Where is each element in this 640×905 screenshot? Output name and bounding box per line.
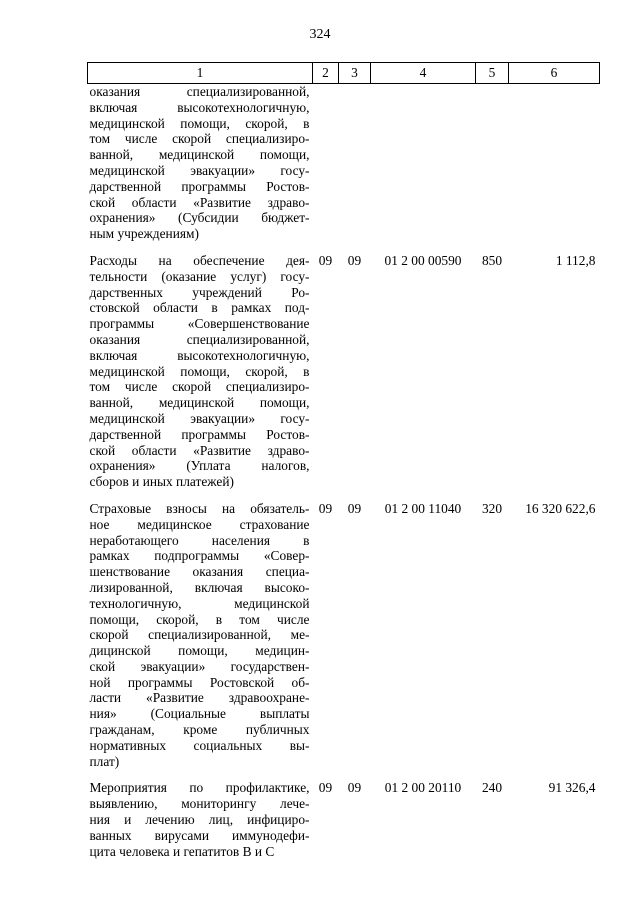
cell-subsection: 09: [347, 500, 362, 516]
description-line: Расходы на обеспечение дея-: [89, 252, 310, 268]
table-row: [88, 501, 600, 781]
description-line: технологичную, медицинской: [89, 595, 310, 611]
table-row: [88, 253, 600, 501]
description-line: плат): [89, 753, 120, 769]
cell-target-article: [371, 84, 476, 253]
description-line: включая высокотехнологичную,: [89, 347, 310, 363]
description-line: ской области «Развитие здраво-: [89, 442, 310, 458]
description-line: дицинской помощи, медицин-: [89, 643, 310, 659]
description-line: Страховые взносы на обязатель-: [89, 500, 310, 516]
column-header-6: 6: [509, 63, 600, 84]
table-header-row: [88, 63, 600, 84]
row-description: [88, 253, 313, 501]
cell-section: 09: [318, 780, 333, 796]
description-line: рамках подпрограммы «Совер-: [89, 548, 310, 564]
row-description: [88, 84, 313, 253]
column-header-2: 2: [313, 63, 339, 84]
description-line: охранения» (Уплата налогов,: [89, 458, 310, 474]
description-line: ванных вирусами иммунодефи-: [89, 827, 310, 843]
column-header-5: 5: [476, 63, 509, 84]
column-header-3: 3: [339, 63, 371, 84]
cell-expense-type: 850: [481, 252, 503, 268]
description-line: тельности (оказание услуг) госу-: [89, 268, 310, 284]
cell-target-article: 01 2 00 11040: [384, 500, 462, 516]
description-line: шенствование оказания специа-: [89, 564, 310, 580]
description-line: оказания специализированной,: [89, 331, 310, 347]
table-row: [88, 780, 600, 870]
description-line: ным учреждениям): [89, 226, 199, 242]
cell-target-article: 01 2 00 20110: [384, 780, 462, 796]
budget-table: [87, 62, 600, 870]
row-description: [88, 501, 313, 781]
description-line: дарственной программы Ростов-: [89, 178, 310, 194]
description-line: выявлению, мониторингу лече-: [89, 796, 310, 812]
description-line: том числе скорой специализиро-: [89, 131, 310, 147]
description-line: медицинской эвакуации» госу-: [89, 410, 310, 426]
column-header-4: 4: [371, 63, 476, 84]
row-description: [88, 780, 313, 870]
description-line: Мероприятия по профилактике,: [89, 780, 310, 796]
cell-expense-type: 240: [481, 780, 503, 796]
description-line: ласти «Развитие здравоохране-: [89, 690, 310, 706]
description-line: дарственной программы Ростов-: [89, 426, 310, 442]
description-line: помощи, скорой, в том числе: [89, 611, 310, 627]
description-line: медицинской помощи, скорой, в: [89, 115, 310, 131]
description-line: ния» (Социальные выплаты: [89, 706, 310, 722]
description-line: ванной, медицинской помощи,: [89, 147, 310, 163]
description-line: ния и лечению лиц, инфициро-: [89, 812, 310, 828]
cell-section: [313, 84, 339, 253]
description-line: программы «Совершенствование: [89, 316, 310, 332]
description-line: цита человека и гепатитов В и С: [89, 843, 275, 859]
description-line: стовской области в рамках под-: [89, 300, 310, 316]
cell-expense-type: [476, 84, 509, 253]
cell-amount: 91 326,4: [548, 780, 596, 796]
column-header-1: 1: [88, 63, 313, 84]
description-line: нормативных социальных вы-: [89, 737, 310, 753]
cell-target-article: 01 2 00 00590: [384, 252, 462, 268]
description-line: ное медицинское страхование: [89, 516, 310, 532]
cell-amount: [509, 84, 600, 253]
description-line: дарственных учреждений Ро-: [89, 284, 310, 300]
description-line: ной программы Ростовской об-: [89, 674, 310, 690]
cell-amount: 1 112,8: [555, 252, 596, 268]
description-line: гражданам, кроме публичных: [89, 722, 310, 738]
description-line: оказания специализированной,: [89, 84, 310, 99]
description-line: медицинской эвакуации» госу-: [89, 162, 310, 178]
table-row: [88, 84, 600, 253]
description-line: ской области «Развитие здраво-: [89, 194, 310, 210]
page-number: 324: [309, 27, 331, 42]
table-body: [88, 84, 600, 871]
cell-section: 09: [318, 252, 333, 268]
description-line: скорой специализированной, ме-: [89, 627, 310, 643]
description-line: лизированной, включая высоко-: [89, 579, 310, 595]
description-line: том числе скорой специализиро-: [89, 379, 310, 395]
description-line: ской эвакуации» государствен-: [89, 658, 310, 674]
cell-subsection: [339, 84, 371, 253]
cell-section: 09: [318, 500, 333, 516]
description-line: охранения» (Субсидии бюджет-: [89, 210, 310, 226]
cell-amount: 16 320 622,6: [525, 500, 596, 516]
cell-expense-type: 320: [481, 500, 503, 516]
description-line: ванной, медицинской помощи,: [89, 395, 310, 411]
description-line: неработающего населения в: [89, 532, 310, 548]
cell-subsection: 09: [347, 252, 362, 268]
description-line: включая высокотехнологичную,: [89, 99, 310, 115]
description-line: сборов и иных платежей): [89, 474, 234, 490]
cell-subsection: 09: [347, 780, 362, 796]
description-line: медицинской помощи, скорой, в: [89, 363, 310, 379]
